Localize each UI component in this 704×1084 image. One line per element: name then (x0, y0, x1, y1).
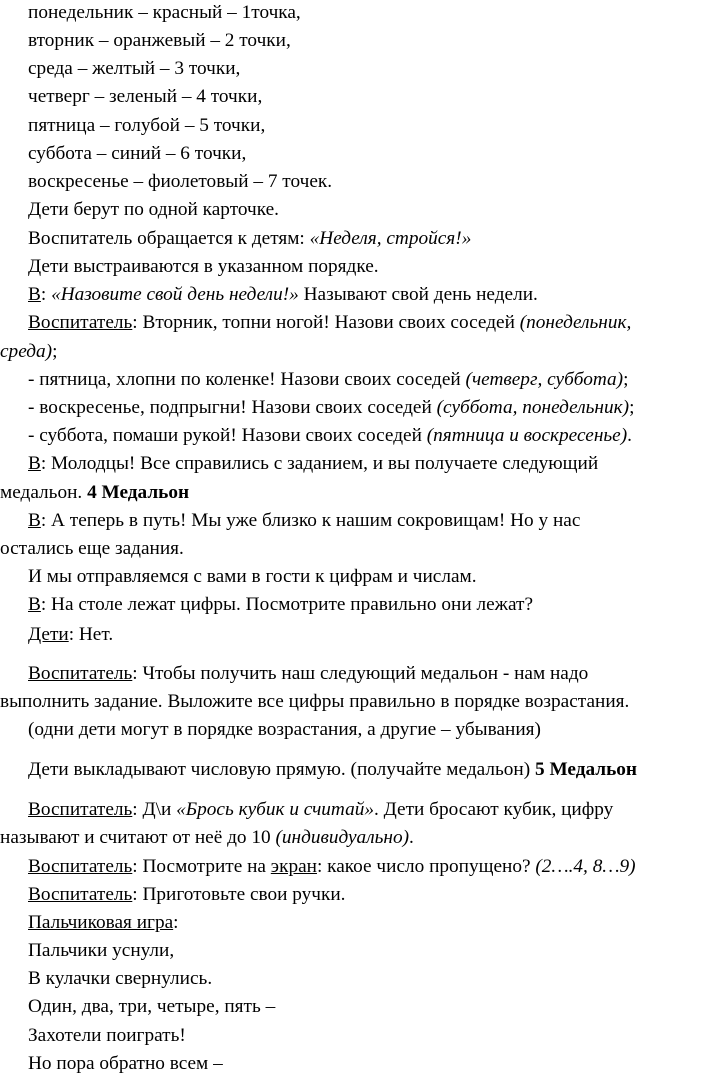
text-segment: четверг – зеленый – 4 точки, (28, 86, 263, 107)
text-line (0, 911, 704, 935)
text-line (0, 1024, 704, 1048)
text-segment: Но пора обратно всем – (28, 1053, 223, 1074)
text-segment: - воскресенье, подпрыгни! Назови своих соседей (28, 397, 437, 418)
text-line (0, 623, 704, 647)
text-segment: : А теперь в путь! Мы уже близко к нашим сокровищам! Но у нас (40, 510, 581, 531)
text-line (0, 967, 704, 991)
text-segment: «Неделя, стройся!» (309, 228, 472, 249)
text-line (0, 29, 704, 53)
text-segment: «Брось кубик и считай» (176, 799, 375, 820)
text-segment: выполнить задание. Выложите все цифры правильно в порядке возрастания. (0, 691, 630, 712)
text-segment: И мы отправляемся с вами в гости к цифрам и числам. (28, 566, 477, 587)
text-segment: ; (52, 341, 58, 362)
text-segment: понедельник – красный – 1точка, (28, 2, 301, 23)
text-segment: (понедельник, (519, 312, 632, 333)
text-line (0, 826, 704, 850)
text-segment: : Нет. (68, 624, 114, 645)
text-line (0, 481, 704, 505)
text-line (0, 142, 704, 166)
text-segment: (одни дети могут в порядке возрастания, а другие – убывания) (28, 719, 541, 740)
text-segment: (пятница и воскресенье) (426, 425, 628, 446)
text-line (0, 565, 704, 589)
text-segment: 4 Медальон (87, 482, 190, 503)
text-segment: (индивидуально) (275, 827, 410, 848)
text-segment: остались еще задания. (0, 538, 184, 559)
text-segment: вторник – оранжевый – 2 точки, (28, 30, 291, 51)
text-segment: : (173, 912, 179, 933)
text-segment: Воспитатель (28, 884, 133, 905)
text-segment: Воспитатель (28, 663, 133, 684)
text-segment: называют и считают от неё до 10 (0, 827, 276, 848)
text-segment: Дети выкладывают числовую прямую. (получайте медальон) (28, 759, 535, 780)
text-segment: Воспитатель (28, 312, 133, 333)
text-line (0, 424, 704, 448)
text-line (0, 718, 704, 742)
text-segment: Дети берут по одной карточке. (28, 199, 279, 220)
text-line (0, 452, 704, 476)
text-line (0, 939, 704, 963)
text-segment: : Вторник, топни ногой! Назови своих соседей (132, 312, 520, 333)
text-segment: В (28, 510, 41, 531)
text-segment: - пятница, хлопни по коленке! Назови своих соседей (28, 369, 466, 390)
text-line (0, 855, 704, 879)
text-line (0, 396, 704, 420)
text-line (0, 57, 704, 81)
text-segment: Воспитатель обращается к детям: (28, 228, 310, 249)
text-line (0, 1052, 704, 1076)
text-segment: Захотели поиграть! (28, 1025, 186, 1046)
text-segment: : На столе лежат цифры. Посмотрите правильно они лежат? (40, 594, 534, 615)
text-line (0, 537, 704, 561)
text-segment: : Посмотрите на (132, 856, 271, 877)
text-line (0, 311, 704, 335)
text-segment: : Д\и (132, 799, 177, 820)
text-segment: Дети (28, 624, 69, 645)
text-segment: Называют свой день недели. (298, 284, 538, 305)
text-segment: : Чтобы получить наш следующий медальон - нам надо (132, 663, 589, 684)
text-line (0, 758, 704, 782)
text-segment: Пальчиковая игра (28, 912, 174, 933)
text-segment: В кулачки свернулись. (28, 968, 213, 989)
text-line (0, 662, 704, 686)
text-segment: (суббота, понедельник) (436, 397, 630, 418)
text-line (0, 255, 704, 279)
text-line (0, 509, 704, 533)
text-line (0, 198, 704, 222)
text-line (0, 593, 704, 617)
text-line (0, 1, 704, 25)
text-segment: пятница – голубой – 5 точки, (28, 115, 266, 136)
text-segment: В (28, 453, 41, 474)
text-segment: : Молодцы! Все справились с заданием, и вы получаете следующий (40, 453, 599, 474)
text-line (0, 114, 704, 138)
text-segment: . (409, 827, 414, 848)
text-segment: среда – желтый – 3 точки, (28, 58, 241, 79)
text-line (0, 995, 704, 1019)
text-line (0, 368, 704, 392)
text-segment: 5 Медальон (534, 759, 638, 780)
text-segment: В (28, 284, 41, 305)
text-line (0, 340, 704, 364)
text-segment: (2….4, 8…9) (535, 856, 636, 877)
text-segment: ; (623, 369, 629, 390)
text-segment: . (627, 425, 632, 446)
text-segment: экран (270, 856, 317, 877)
text-line (0, 283, 704, 307)
text-segment: : какое число пропущено? (316, 856, 536, 877)
text-segment: воскресенье – фиолетовый – 7 точек. (28, 171, 333, 192)
text-line (0, 690, 704, 714)
text-segment: Один, два, три, четыре, пять – (28, 996, 276, 1017)
text-segment: Воспитатель (28, 799, 133, 820)
text-segment: . Дети бросают кубик, цифру (374, 799, 614, 820)
text-segment: Воспитатель (28, 856, 133, 877)
text-segment: Пальчики уснули, (28, 940, 175, 961)
text-line (0, 227, 704, 251)
text-segment: В (28, 594, 41, 615)
text-segment: - суббота, помаши рукой! Назови своих соседей (28, 425, 427, 446)
text-segment: : (40, 284, 52, 305)
text-segment: «Назовите свой день недели!» (51, 284, 299, 305)
text-line (0, 170, 704, 194)
text-segment: Дети выстраиваются в указанном порядке. (28, 256, 379, 277)
text-segment: медальон. (0, 482, 88, 503)
text-segment: ; (629, 397, 635, 418)
text-segment: суббота – синий – 6 точки, (28, 143, 247, 164)
text-segment: (четверг, суббота) (465, 369, 624, 390)
text-line (0, 798, 704, 822)
text-line (0, 85, 704, 109)
text-segment: : Приготовьте свои ручки. (132, 884, 346, 905)
text-segment: среда) (0, 341, 53, 362)
text-line (0, 883, 704, 907)
